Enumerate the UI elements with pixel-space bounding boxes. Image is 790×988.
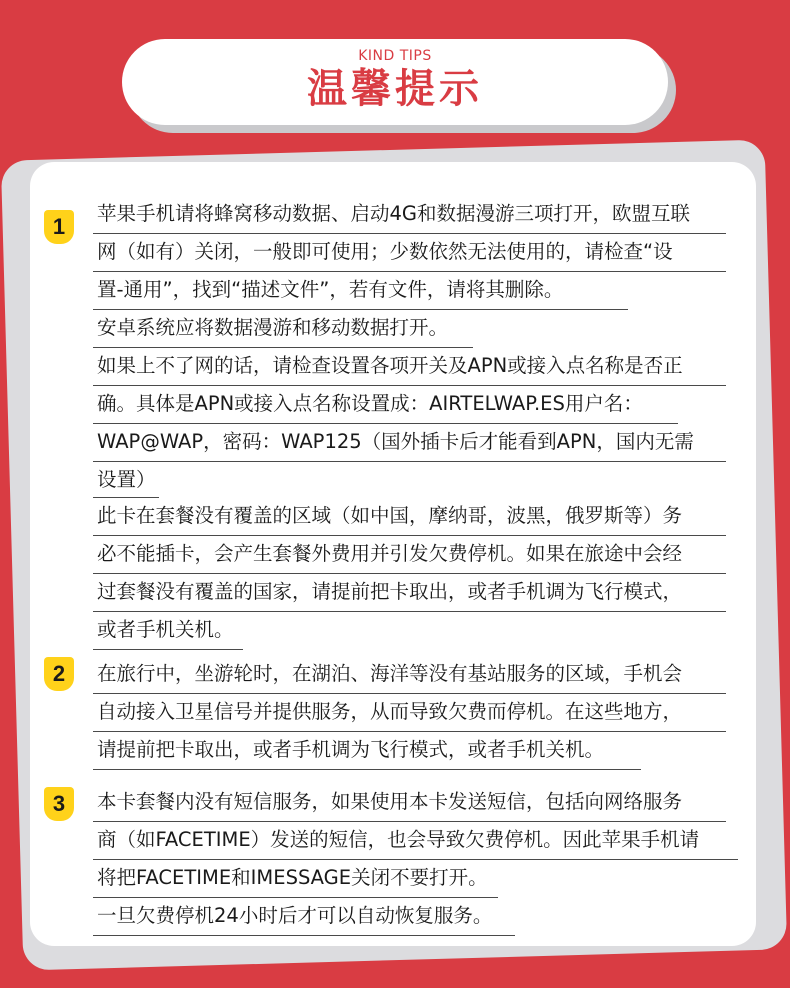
number-badge-3: 3 xyxy=(44,787,74,821)
tip-line: 如果上不了网的话，请检查设置各项开关及APN或接入点名称是否正 xyxy=(97,354,683,377)
tip-line: 在旅行中，坐游轮时，在湖泊、海洋等没有基站服务的区域，手机会 xyxy=(97,662,683,685)
tip-line: 设置） xyxy=(97,468,156,491)
tip-line: 确。具体是APN或接入点名称设置成：AIRTELWAP.ES用户名： xyxy=(97,392,643,415)
number-badge-2: 2 xyxy=(44,657,74,691)
underline xyxy=(93,769,641,770)
tip-line: 将把FACETIME和IMESSAGE关闭不要打开。 xyxy=(97,866,488,889)
tip-line: 苹果手机请将蜂窝移动数据、启动4G和数据漫游三项打开，欧盟互联 xyxy=(97,202,691,225)
number-badge-1: 1 xyxy=(44,210,74,244)
tip-line: WAP@WAP，密码：WAP125（国外插卡后才能看到APN，国内无需 xyxy=(97,430,694,453)
underline xyxy=(93,649,243,650)
tip-line: 请提前把卡取出，或者手机调为飞行模式，或者手机关机。 xyxy=(97,738,605,761)
tip-line: 必不能插卡，会产生套餐外费用并引发欠费停机。如果在旅途中会经 xyxy=(97,542,683,565)
header-banner xyxy=(122,39,668,125)
page-title: 温馨提示 xyxy=(307,66,483,112)
tip-line: 安卓系统应将数据漫游和移动数据打开。 xyxy=(97,316,449,339)
tip-line: 自动接入卫星信号并提供服务，从而导致欠费而停机。在这些地方， xyxy=(97,700,683,723)
tip-line: 一旦欠费停机24小时后才可以自动恢复服务。 xyxy=(97,904,493,927)
tip-line: 或者手机关机。 xyxy=(97,618,234,641)
underline xyxy=(93,935,515,936)
tip-line: 置-通用”，找到“描述文件”，若有文件，请将其删除。 xyxy=(97,278,564,301)
tip-line: 本卡套餐内没有短信服务，如果使用本卡发送短信，包括向网络服务 xyxy=(97,790,683,813)
underline xyxy=(93,461,726,462)
tip-line: 商（如FACETIME）发送的短信，也会导致欠费停机。因此苹果手机请 xyxy=(97,828,700,851)
header-subtitle: KIND TIPS xyxy=(358,48,432,64)
tip-line: 网（如有）关闭，一般即可使用；少数依然无法使用的，请检查“设 xyxy=(97,240,673,263)
tip-line: 此卡在套餐没有覆盖的区域（如中国，摩纳哥，波黑，俄罗斯等）务 xyxy=(97,504,683,527)
tip-line: 过套餐没有覆盖的国家，请提前把卡取出，或者手机调为飞行模式， xyxy=(97,580,683,603)
